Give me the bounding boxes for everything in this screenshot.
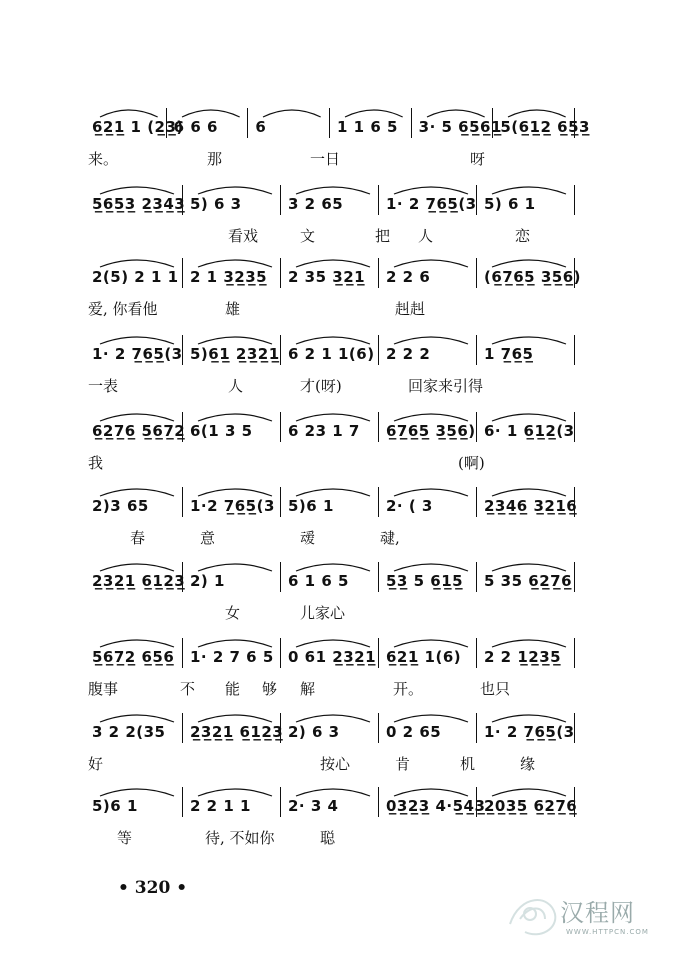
slur-arc	[196, 784, 274, 798]
watermark-url: WWW.HTTPCN.COM	[566, 928, 649, 936]
measure-notation: 6· 1 6̲1̲2̲(3	[484, 422, 575, 440]
lyric-text: 解	[300, 680, 316, 698]
lyric-text: 回家来引得	[408, 377, 484, 395]
bar-line	[280, 412, 281, 442]
slur-arc	[392, 710, 470, 724]
measure-notation: 1· 2 7̲6̲5̲(3	[92, 345, 183, 363]
measure-notation: 1· 2 7 6 5	[190, 648, 274, 666]
slur-arc	[98, 484, 176, 498]
bar-line	[574, 335, 575, 365]
lyric-text: 也只	[480, 680, 511, 698]
bar-line	[476, 185, 477, 215]
measure-notation: 2) 1	[190, 572, 225, 590]
bar-line	[378, 562, 379, 592]
bar-line	[182, 258, 183, 288]
bar-line	[280, 713, 281, 743]
slur-arc	[490, 182, 568, 196]
measure-notation: 2 2 6	[386, 268, 431, 286]
bar-line	[280, 335, 281, 365]
lyric-text: 叆	[300, 529, 316, 547]
measure-notation: (6̲7̲6̲5̲ 3̲5̲6̲)	[484, 268, 581, 286]
slur-arc	[343, 105, 405, 119]
bar-line	[492, 108, 493, 138]
lyric-text: 腹事	[88, 680, 119, 698]
bar-line	[476, 638, 477, 668]
measure-notation: 5̲6̲7̲2̲ 6̲5̲6̲	[92, 648, 175, 666]
bar-line	[280, 562, 281, 592]
lyric-text: 聪	[320, 829, 336, 847]
bar-line	[574, 412, 575, 442]
slur-arc	[490, 784, 568, 798]
bar-line	[182, 185, 183, 215]
measure-notation: 0 61 2̲3̲2̲1̲	[288, 648, 377, 666]
lyric-text: 一日	[310, 150, 341, 168]
measure-notation: 1 7̲6̲5̲	[484, 345, 534, 363]
lyric-text: 那	[207, 150, 223, 168]
slur-arc	[294, 409, 372, 423]
lyric-text: 恋	[515, 227, 531, 245]
bar-line	[378, 412, 379, 442]
bar-line	[378, 185, 379, 215]
bar-line	[574, 638, 575, 668]
lyric-text: 好	[88, 755, 104, 773]
measure-notation: 6 23 1 7	[288, 422, 360, 440]
measure-notation: 2 2 2	[386, 345, 431, 363]
slur-arc	[392, 559, 470, 573]
lyric-text: 按心	[320, 755, 351, 773]
measure-notation: 2· ( 3	[386, 497, 433, 515]
bar-line	[378, 487, 379, 517]
slur-arc	[180, 105, 242, 119]
measure-notation: 2)3 65	[92, 497, 149, 515]
bar-line	[182, 412, 183, 442]
bar-line	[574, 185, 575, 215]
bar-line	[411, 108, 412, 138]
lyric-text: 不	[180, 680, 196, 698]
measure-notation: 5) 6 3	[190, 195, 242, 213]
bar-line	[182, 787, 183, 817]
bar-line	[182, 713, 183, 743]
bar-line	[182, 335, 183, 365]
lyric-text: 爱, 你看他	[88, 300, 158, 318]
measure-notation: 6̲2̲7̲6̲ 5̲6̲7̲2̲	[92, 422, 186, 440]
slur-arc	[98, 255, 176, 269]
lyric-text: 把	[375, 227, 391, 245]
lyric-text: 人	[418, 227, 434, 245]
slur-arc	[490, 409, 568, 423]
slur-arc	[294, 332, 372, 346]
slur-arc	[98, 635, 176, 649]
measure-notation: 2· 3 4	[288, 797, 339, 815]
measure-notation: 2) 6 3	[288, 723, 340, 741]
slur-arc	[196, 409, 274, 423]
slur-arc	[196, 559, 274, 573]
measure-notation: 2 2 1 1	[190, 797, 251, 815]
lyric-text: 春	[130, 529, 146, 547]
bar-line	[166, 108, 167, 138]
slur-arc	[392, 635, 470, 649]
slur-arc	[392, 182, 470, 196]
lyric-text: 雄	[225, 300, 241, 318]
slur-arc	[98, 182, 176, 196]
bar-line	[280, 258, 281, 288]
slur-arc	[294, 255, 372, 269]
measure-notation: 5)6̲1̲ 2̲3̲2̲1̲	[190, 345, 280, 363]
slur-arc	[294, 559, 372, 573]
slur-arc	[294, 784, 372, 798]
measure-notation: 5)6 1	[288, 497, 334, 515]
measure-notation: 6̲7̲6̲5̲ 3̲5̲6̲)	[386, 422, 476, 440]
measure-notation: 5) 6 1	[484, 195, 536, 213]
slur-arc	[98, 332, 176, 346]
slur-arc	[392, 484, 470, 498]
lyric-text: 待, 不如你	[205, 829, 275, 847]
lyric-text: 够	[262, 680, 278, 698]
bar-line	[574, 108, 575, 138]
bar-line	[280, 787, 281, 817]
bar-line	[574, 562, 575, 592]
bar-line	[476, 335, 477, 365]
lyric-text: 开。	[393, 680, 424, 698]
slur-arc	[490, 484, 568, 498]
measure-notation: 1 1 6 5	[337, 118, 398, 136]
bar-line	[574, 787, 575, 817]
slur-arc	[490, 255, 568, 269]
slur-arc	[196, 710, 274, 724]
lyric-text: 我	[88, 454, 104, 472]
slur-arc	[98, 559, 176, 573]
lyric-text: 才(呀)	[300, 377, 342, 395]
measure-notation: 2̲3̲2̲1̲ 6̲1̲2̲3̲	[92, 572, 186, 590]
lyric-text: 看戏	[228, 227, 259, 245]
slur-arc	[392, 784, 470, 798]
slur-arc	[196, 182, 274, 196]
bar-line	[182, 562, 183, 592]
measure-notation: 2 1 3̲2̲3̲5̲	[190, 268, 268, 286]
measure-notation: 6	[255, 118, 267, 136]
lyric-text: 等	[117, 829, 133, 847]
slur-arc	[196, 635, 274, 649]
bar-line	[280, 487, 281, 517]
bar-line	[378, 258, 379, 288]
bar-line	[378, 638, 379, 668]
lyric-text: 缘	[520, 755, 536, 773]
lyric-text: 儿家心	[300, 604, 346, 622]
bar-line	[280, 638, 281, 668]
measure-notation: 5̲3̲ 5 6̲1̲5̲	[386, 572, 464, 590]
lyric-text: 来。	[88, 150, 119, 168]
lyric-text: 文	[300, 227, 316, 245]
bar-line	[378, 335, 379, 365]
lyric-text: 赳赳	[395, 300, 426, 318]
lyric-text: 肯	[395, 755, 411, 773]
slur-arc	[506, 105, 568, 119]
measure-notation: 5 35 6̲2̲7̲6̲	[484, 572, 573, 590]
measure-notation: 5)6 1	[92, 797, 138, 815]
bar-line	[574, 713, 575, 743]
slur-arc	[261, 105, 323, 119]
lyric-text: 一表	[88, 377, 119, 395]
measure-notation: 5(6̲1̲2̲ 6̲5̲3̲	[500, 118, 590, 136]
lyric-text: 机	[460, 755, 476, 773]
slur-arc	[392, 255, 470, 269]
measure-notation: 0 2 65	[386, 723, 442, 741]
slur-arc	[294, 484, 372, 498]
bar-line	[476, 487, 477, 517]
bar-line	[182, 638, 183, 668]
bar-line	[280, 185, 281, 215]
bar-line	[378, 787, 379, 817]
slur-arc	[490, 559, 568, 573]
slur-arc	[392, 332, 470, 346]
bar-line	[476, 258, 477, 288]
lyric-text: 意	[200, 529, 216, 547]
measure-notation: 3 2 65	[288, 195, 344, 213]
measure-notation: 5̲6̲5̲3̲ 2̲3̲4̲3̲	[92, 195, 186, 213]
slur-arc	[196, 484, 274, 498]
slur-arc	[294, 635, 372, 649]
bar-line	[329, 108, 330, 138]
slur-arc	[98, 105, 160, 119]
measure-notation: 1· 2 7̲6̲5̲(3	[386, 195, 477, 213]
slur-arc	[98, 710, 176, 724]
slur-arc	[294, 182, 372, 196]
bar-line	[476, 713, 477, 743]
slur-arc	[294, 710, 372, 724]
lyric-text: 女	[225, 604, 241, 622]
slur-arc	[196, 332, 274, 346]
slur-arc	[98, 784, 176, 798]
measure-notation: 2(5) 2 1 1	[92, 268, 179, 286]
slur-arc	[490, 710, 568, 724]
measure-notation: 2̲0̲3̲5̲ 6̲2̲7̲6̲	[484, 797, 578, 815]
measure-notation: 6 1 6 5	[288, 572, 349, 590]
measure-notation: 6 2 1 1(6)	[288, 345, 375, 363]
slur-arc	[490, 635, 568, 649]
measure-notation: 2̲3̲4̲6̲ 3̲2̲1̲6̲	[484, 497, 578, 515]
lyric-text: 呀	[470, 150, 486, 168]
watermark-text: 汉程网	[560, 899, 635, 927]
measure-notation: 6(1 3 5	[190, 422, 253, 440]
bar-line	[378, 713, 379, 743]
measure-notation: 0̲3̲2̲3̲ 4·5̲4̲3̲	[386, 797, 486, 815]
bar-line	[182, 487, 183, 517]
measure-notation: 1· 2 7̲6̲5̲(3	[484, 723, 575, 741]
measure-notation: 2 2 1̲2̲3̲5̲	[484, 648, 562, 666]
slur-arc	[392, 409, 470, 423]
measure-notation: 2 35 3̲2̲1̲	[288, 268, 366, 286]
lyric-text: 人	[228, 377, 244, 395]
slur-arc	[98, 409, 176, 423]
measure-notation: 6̲2̲1̲ 1 (2̲3̲)	[92, 118, 184, 136]
measure-notation: 2̲3̲2̲1̲ 6̲1̲2̲3̲	[190, 723, 284, 741]
measure-notation: 3· 5 6̲5̲6̲1̲	[418, 118, 502, 136]
lyric-text: (啊)	[458, 454, 485, 472]
slur-arc	[490, 332, 568, 346]
bar-line	[476, 562, 477, 592]
measure-notation: 3 2 2(35	[92, 723, 166, 741]
bar-line	[247, 108, 248, 138]
bar-line	[476, 412, 477, 442]
lyric-text: 能	[225, 680, 241, 698]
measure-notation: 6̲2̲1̲ 1(6)	[386, 648, 462, 666]
bar-line	[476, 787, 477, 817]
slur-arc	[196, 255, 274, 269]
page-number: • 320 •	[118, 878, 188, 898]
measure-notation: 6 6 6	[173, 118, 218, 136]
slur-arc	[425, 105, 487, 119]
bar-line	[574, 487, 575, 517]
bar-line	[574, 258, 575, 288]
measure-notation: 1·2 7̲6̲5̲(3	[190, 497, 275, 515]
lyric-text: 叇,	[380, 529, 400, 547]
